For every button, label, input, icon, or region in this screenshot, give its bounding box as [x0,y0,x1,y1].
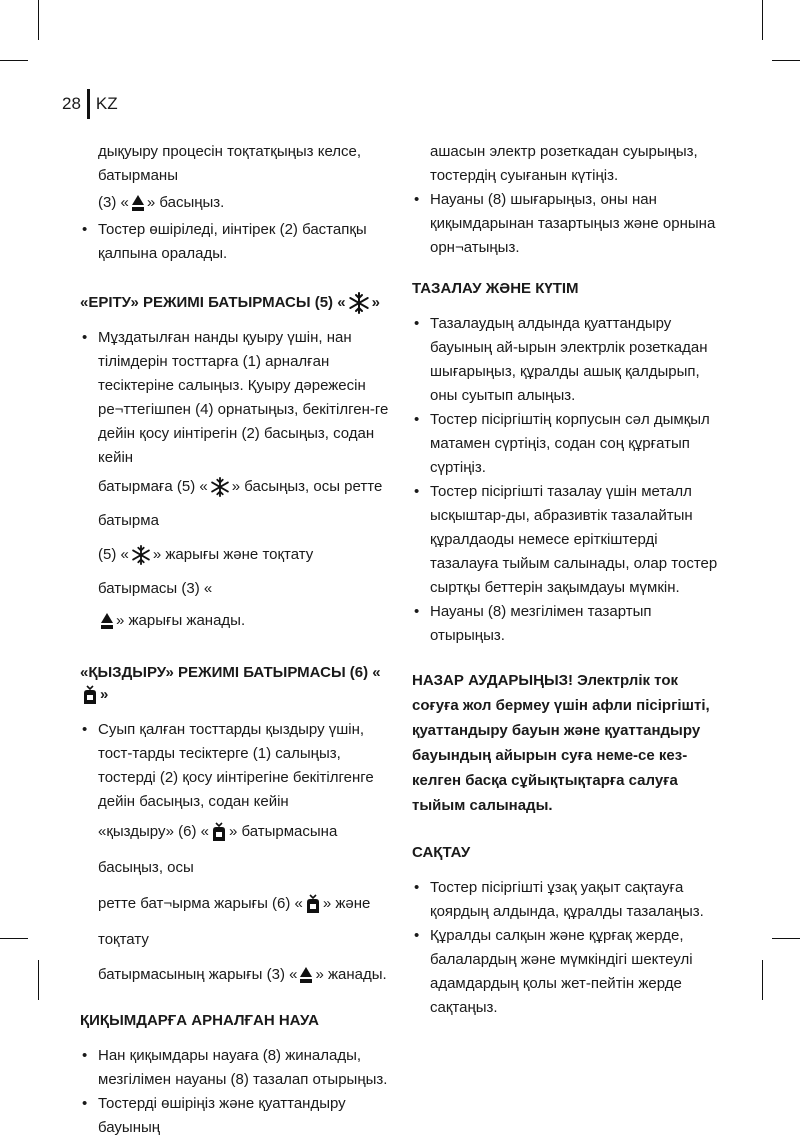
text: » жарығы жанады. [116,612,246,630]
text: » басыңыз, осы ретте батырма [98,478,383,530]
bullet-list [80,718,392,992]
crop-mark [772,938,800,939]
list-item: • Тостер пісіргішті тазалау үшін металл ысқыштар-ды, абразивтік тазалайтын құралдаоды немесе еріткіштерді тазалауға тыйым салынады, олар тостер сыртқы беттерін зақымдауы мүмкін. [412,480,718,600]
right-column [412,140,718,1020]
snowflake-icon [348,292,370,314]
list-item [80,718,392,992]
stop-button-icon [299,966,313,984]
text-line [98,958,392,992]
text: » жанады. [315,966,387,984]
list-item: • Науаны (8) шығарыңыз, оны нан қиқымдарынан тазартыңыз және орнына орн¬атыңыз. [412,188,718,260]
toast-icon [82,685,98,705]
crop-mark [0,60,28,61]
section-heading: САҚТАУ [412,844,471,861]
list-item: • Тостер пісіргіштің корпусын сәл дымқыл матамен сүртіңіз, содан соң құрғатып сүртіңіз. [412,408,718,480]
bullet-list [412,876,718,1020]
text: » және тоқтату [98,895,371,949]
text-line [98,188,392,218]
text: Суып қалған тосттарды қыздыру үшін, тост-тарды тесіктерге (1) салыңыз, тостерді (2) қосу иінтірегіне бекітілгенге дейін басыңыз, содан кейін [98,721,374,811]
bullet-list [412,312,718,648]
heading-text: «ҚЫЗДЫРУ» РЕЖИМІ БАТЫРМАСЫ (6) « [80,664,381,682]
warning-text: НАЗАР АУДАРЫҢЫЗ! Электрлік ток соғуға жол бермеу үшін афли пісіргішті, қуаттандыру бауын және қуаттандыру бауындың айырын суға неме-се кез-келген басқа сұйықтықтарға салуға тыйым салынады. [412,672,710,814]
text-line [98,538,392,606]
text: Мұздатылған нанды қуыру үшін, нан тілімдерін тосттарға (1) арналған тесіктеріне салыңыз. Қуыру дәрежесін ре¬ттегішпен (4) орнатыңыз, бекітілген-ге дейін қосу иінтірегін (2) басыңыз, содан кейін [98,329,389,467]
text-line [98,606,392,636]
heading-text: «ЕРІТУ» РЕЖИМІ БАТЫРМАСЫ (5) « [80,294,346,311]
heading-text: » [371,294,380,311]
crop-mark [0,938,28,939]
page-number: 28 [62,94,81,113]
paragraph: ашасын электр розеткадан суырыңыз, тостердің суығанын күтіңіз. [430,143,698,184]
text: » басыңыз. [146,194,225,211]
text-line [98,886,392,958]
text: » батырмасына басыңыз, осы [98,823,338,877]
bullet-list [80,326,392,636]
page-header [62,88,118,120]
list-item: • Тазалаудың алдында қуаттандыру бауының ай-ырын электрлік розеткадан шығарыңыз, құралды ашық қалдырып, оны суытып алыңыз. [412,312,718,408]
stop-button-icon [100,612,114,630]
toast-icon [211,822,227,842]
text: батырмасының жарығы (3) « [98,966,298,984]
section-heading: ҚИҚЫМДАРҒА АРНАЛҒАН НАУА [80,1012,319,1030]
text: ретте бат¬ырма жарығы (6) « [98,895,303,913]
text: (5) « [98,546,129,564]
language-code: KZ [95,94,118,113]
list-item: • Тостер өшіріледі, иінтірек (2) бастапқы қалпына оралады. [80,218,392,266]
left-column [80,140,392,1140]
section-heading: ТАЗАЛАУ ЖӘНЕ КҮТІМ [412,280,579,297]
paragraph [80,140,392,218]
heading-text: » [100,686,109,704]
list-item: • Тостер пісіргішті ұзақ уақыт сақтауға қоярдың алдында, құралды тазалаңыз. [412,876,718,924]
list-item: • Тостерді өшіріңіз және қуаттандыру бауының [80,1092,392,1140]
text-line: дықуыру процесін тоқтатқыңыз келсе, батырманы [98,143,362,184]
toast-icon [305,894,321,914]
text: » жарығы және тоқтату батырмасы (3) « [98,546,314,598]
snowflake-icon [131,545,151,565]
text: батырмаға (5) « [98,478,208,496]
list-item: • Нан қиқымдары науаға (8) жиналады, мезгілімен науаны (8) тазалап отырыңыз. [80,1044,392,1092]
crop-mark [38,0,39,40]
list-item: • Құралды салқын және құрғақ жерде, балалардың және мүмкіндігі шектеулі адамдардың қолы жет-пейтін жерде сақтаңыз. [412,924,718,1020]
text-line [98,814,392,886]
crop-mark [772,60,800,61]
bullet-list [412,188,718,260]
text: (3) « [98,194,129,211]
text-line [98,470,392,538]
text: «қыздыру» (6) « [98,823,209,841]
list-item: • Науаны (8) мезгілімен тазартып отырыңыз. [412,600,718,648]
stop-button-icon [131,194,145,212]
crop-mark [38,960,39,1000]
crop-mark [762,0,763,40]
bullet-list [80,218,392,266]
section-heading [80,292,392,314]
bullet-list [80,1044,392,1140]
crop-mark [762,960,763,1000]
list-item [80,326,392,636]
header-divider [87,89,90,119]
section-heading [80,662,392,706]
snowflake-icon [210,477,230,497]
